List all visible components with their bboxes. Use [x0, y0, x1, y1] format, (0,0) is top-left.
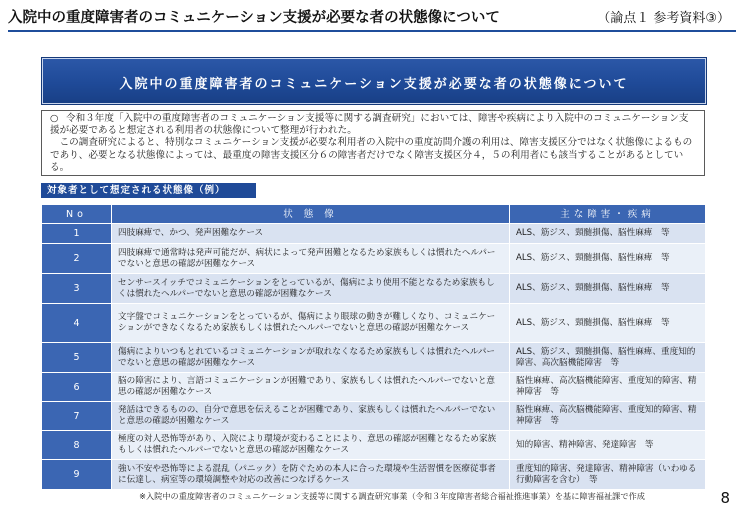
title-divider	[8, 30, 736, 32]
row-state: 文字盤でコミュニケーションをとっているが、傷病により眼球の動きが難しくなり、コミュニケーションができなくなるため家族もしくは慣れたヘルパーでないと意思の確認が困難なケース	[112, 304, 510, 343]
row-number: 2	[42, 244, 112, 274]
reference-label: （論点１ 参考資料③）	[597, 11, 730, 26]
row-number: 5	[42, 343, 112, 373]
table-row	[42, 274, 706, 304]
case-table	[41, 204, 706, 490]
row-disability: 脳性麻痺、高次脳機能障害、重度知的障害、精神障害 等	[510, 402, 706, 431]
table-row	[42, 304, 706, 343]
page-number: 8	[720, 489, 730, 507]
row-state: 強い不安や恐怖等による混乱（パニック）を防ぐための本人に合った環境や生活習慣を医療従事者に伝達し、病室等の環境調整や対応の改善につなげるケース	[112, 460, 510, 490]
intro-paragraph-2	[50, 137, 696, 174]
bullet-circle-icon: ○	[50, 113, 59, 124]
table-row	[42, 431, 706, 460]
row-state: 四肢麻痺で、かつ、発声困難なケース	[112, 224, 510, 244]
row-number: 7	[42, 402, 112, 431]
row-disability: ALS、筋ジス、頸髄損傷、脳性麻痺 等	[510, 304, 706, 343]
header-state: 状 態 像	[112, 205, 510, 224]
row-disability: ALS、筋ジス、頸髄損傷、脳性麻痺、重度知的障害、高次脳機能障害 等	[510, 343, 706, 373]
row-disability: 重度知的障害、発達障害、精神障害（いわゆる行動障害を含む） 等	[510, 460, 706, 490]
row-state: 脳の障害により、言語コミュニケーションが困難であり、家族もしくは慣れたヘルパーでないと意思の確認が困難なケース	[112, 373, 510, 402]
row-disability: ALS、筋ジス、頸髄損傷、脳性麻痺 等	[510, 224, 706, 244]
header-no: No	[42, 205, 112, 224]
banner-title: 入院中の重度障害者のコミュニケーション支援が必要な者の状態像について	[119, 77, 629, 92]
table-row	[42, 343, 706, 373]
row-disability: ALS、筋ジス、頸髄損傷、脳性麻痺 等	[510, 244, 706, 274]
row-number: 8	[42, 431, 112, 460]
row-disability: 脳性麻痺、高次脳機能障害、重度知的障害、精神障害 等	[510, 373, 706, 402]
row-state: 四肢麻痺で通常時は発声可能だが、病状によって発声困難となるため家族もしくは慣れたヘルパーでないと意思の確認が困難なケース	[112, 244, 510, 274]
table-row	[42, 402, 706, 431]
row-state: 発話はできるものの、自分で意思を伝えることが困難であり、家族もしくは慣れたヘルパーでないと意思の確認が困難なケース	[112, 402, 510, 431]
row-disability: ALS、筋ジス、頸髄損傷、脳性麻痺 等	[510, 274, 706, 304]
row-number: 3	[42, 274, 112, 304]
section-label: 対象者として想定される状態像（例）	[41, 183, 256, 198]
footnote: ※入院中の重度障害者のコミュニケーション支援等に関する調査研究事業（令和３年度障害者総合福祉推進事業）を基に障害福祉課で作成	[139, 491, 645, 501]
table-row	[42, 373, 706, 402]
row-number: 1	[42, 224, 112, 244]
table-row	[42, 460, 706, 490]
row-number: 9	[42, 460, 112, 490]
table-row	[42, 224, 706, 244]
page-title: 入院中の重度障害者のコミュニケーション支援が必要な者の状態像について	[8, 10, 500, 26]
row-number: 6	[42, 373, 112, 402]
header-disability: 主な障害・疾病	[510, 205, 706, 224]
table-header-row	[42, 205, 706, 224]
row-disability: 知的障害、精神障害、発達障害 等	[510, 431, 706, 460]
row-state: 極度の対人恐怖等があり、入院により環境が変わることにより、意思の確認が困難となるため家族もしくは慣れたヘルパーでないと意思の確認が困難なケース	[112, 431, 510, 460]
intro-line-2: この調査研究によると、特別なコミュニケーション支援が必要な利用者の入院中の重度訪問介護の利用は、障害支援区分ではなく状態像によるものであり、必要となる状態像によっては、最重度の障害支援区分６の障害者だけでなく障害支援区分４，５の利用者にも該当することがあるとしている。	[50, 137, 693, 173]
row-number: 4	[42, 304, 112, 343]
intro-line-1: 令和３年度「入院中の重度障害者のコミュニケーション支援等に関する調査研究」においては、障害や疾病により入院中のコミュニケーション支援が必要であると想定される利用者の状態像について整理が行われた。	[50, 113, 689, 137]
title-banner	[41, 57, 707, 105]
row-state: センサースイッチでコミュニケーションをとっているが、傷病により使用不能となるため家族もしくは慣れたヘルパーでないと意思の確認が困難なケース	[112, 274, 510, 304]
table-row	[42, 244, 706, 274]
intro-box	[41, 110, 705, 176]
intro-paragraph-1	[50, 113, 696, 137]
row-state: 傷病によりいつもとれているコミュニケーションが取れなくなるため家族もしくは慣れたヘルパーでないと意思の確認が困難なケース	[112, 343, 510, 373]
